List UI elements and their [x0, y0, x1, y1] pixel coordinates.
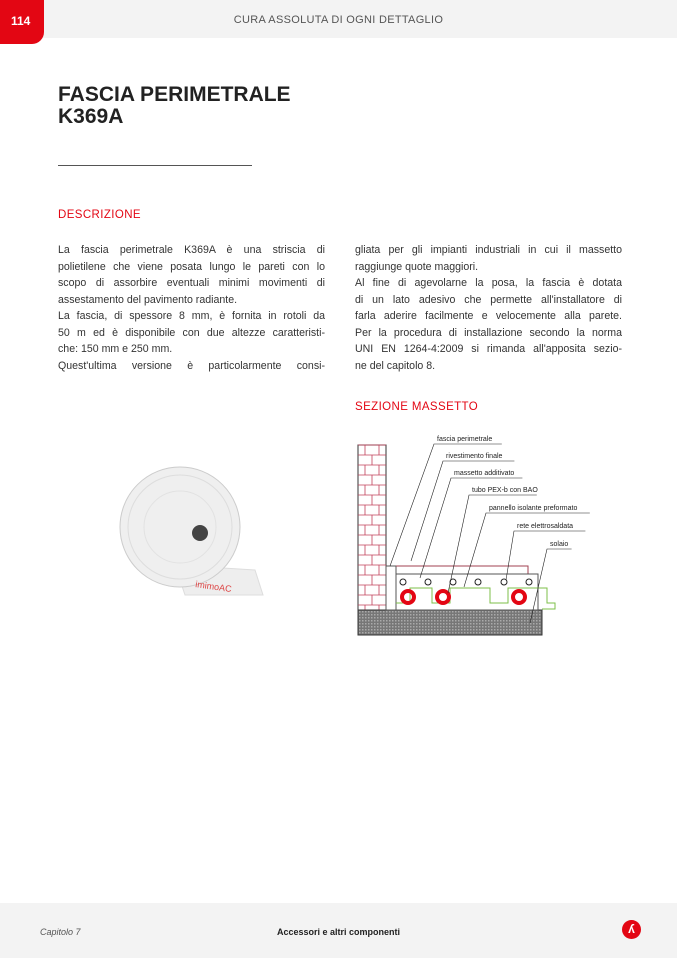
text-line: 50 m ed è disponibile con due altezze caratteristi-	[58, 326, 325, 339]
text-line: Al fine di agevolarne la posa, la fascia è dotata	[355, 277, 622, 289]
diagram-label: massetto additivato	[454, 470, 515, 477]
description-column-2	[355, 242, 622, 374]
page-title	[58, 84, 291, 128]
pex-pipe	[402, 591, 414, 603]
pex-pipe	[437, 591, 449, 603]
text-line: Per la procedura di installazione secondo la norma	[355, 326, 622, 339]
section-heading: SEZIONE MASSETTO	[355, 401, 479, 413]
diagram-label: tubo PEX-b con BAO	[472, 487, 538, 494]
title-line: K369A	[58, 105, 124, 128]
section-diagram	[350, 425, 600, 640]
diagram-label: rivestimento finale	[446, 453, 503, 460]
text-line: La fascia, di spessore 8 mm, è fornita in rotoli da	[58, 310, 325, 322]
description-heading: DESCRIZIONE	[58, 209, 141, 221]
perimeter-strip	[386, 566, 396, 610]
text-line: farla aderire facilmente e velocemente alla parete.	[355, 310, 622, 322]
footer-section: Accessori e altri componenti	[276, 927, 401, 937]
text-line: di un lato adesivo che permette all'installatore di	[355, 293, 622, 306]
text-line: Quest'ultima versione è particolarmente consi-	[58, 359, 325, 372]
insulation-panel	[396, 588, 555, 609]
text-line: assestamento del pavimento radiante.	[58, 293, 238, 306]
diagram-label: rete elettrosaldata	[517, 523, 574, 530]
text-line: che: 150 mm e 250 mm.	[58, 343, 173, 355]
running-title: CURA ASSOLUTA DI OGNI DETTAGLIO	[233, 14, 444, 26]
title-line: FASCIA PERIMETRALE	[58, 83, 291, 106]
diagram-label: pannello isolante preformato	[489, 505, 578, 512]
brand-logo-icon: ʎ	[622, 920, 641, 939]
floor-slab	[358, 610, 542, 635]
text-line: scopo di assorbire eventuali minimi movimenti di	[58, 277, 325, 289]
mesh-wire	[475, 579, 481, 585]
text-line: La fascia perimetrale K369A è una striscia di	[58, 244, 325, 256]
text-line: ne del capitolo 8.	[355, 359, 436, 372]
mesh-wire	[526, 579, 532, 585]
mesh-wire	[425, 579, 431, 585]
text-line: gliata per gli impianti industriali in cui il massetto	[355, 244, 622, 256]
text-line: raggiunge quote maggiori.	[355, 260, 479, 273]
text-line: polietilene che viene posata lungo le pareti con lo	[58, 260, 325, 273]
mesh-wire	[400, 579, 406, 585]
pex-pipe	[513, 591, 525, 603]
page-number: 114	[0, 0, 44, 44]
footer-chapter: Capitolo 7	[40, 927, 81, 937]
roll-print: imimoAC	[194, 579, 233, 595]
description-column-1	[58, 242, 325, 374]
divider	[58, 165, 252, 166]
diagram-label: fascia perimetrale	[437, 436, 493, 443]
text-line: UNI EN 1264-4:2009 si rimanda all'apposita sezio-	[355, 343, 622, 355]
diagram-label: solaio	[550, 541, 569, 548]
product-roll-image	[105, 455, 270, 610]
